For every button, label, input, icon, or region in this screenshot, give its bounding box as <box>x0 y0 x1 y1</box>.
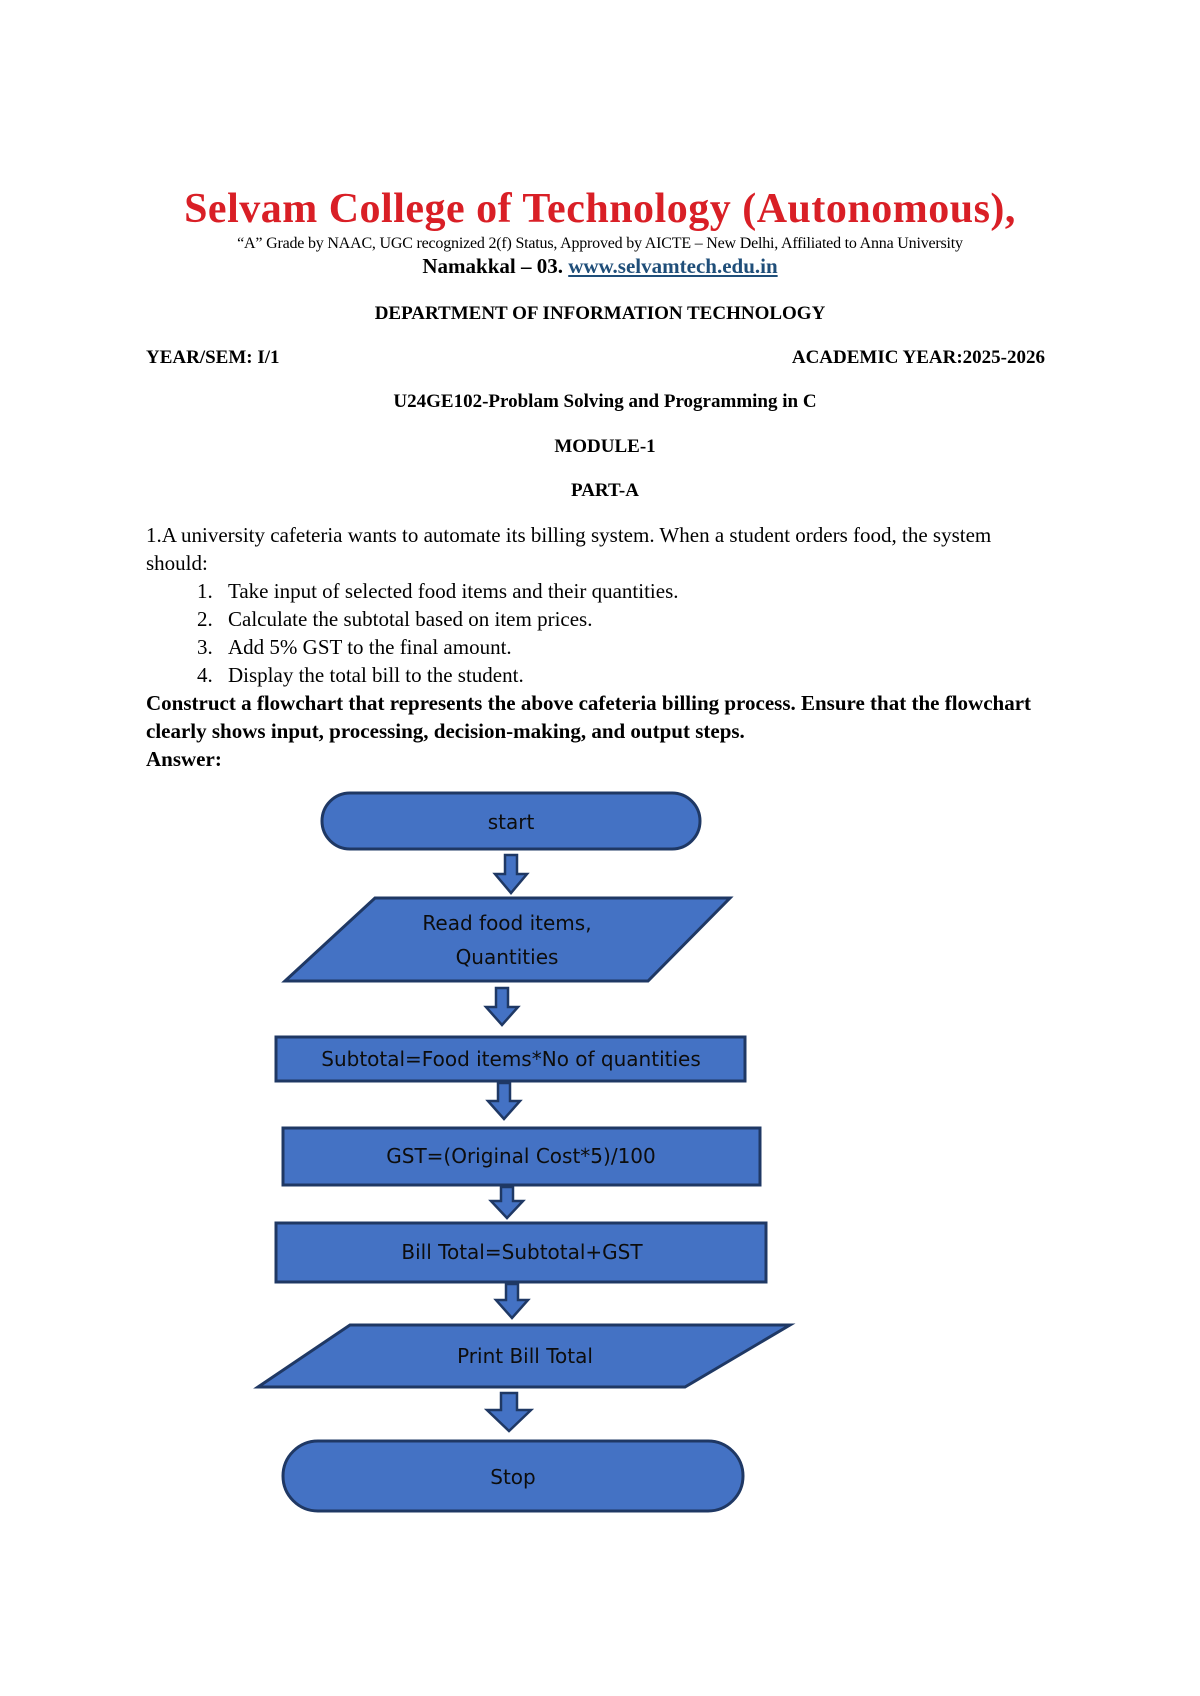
start-label: start <box>487 810 535 834</box>
down-arrow-icon <box>496 1284 528 1318</box>
down-arrow-icon <box>491 1187 523 1218</box>
part-heading: PART-A <box>571 480 639 501</box>
college-accreditation: “A” Grade by NAAC, UGC recognized 2(f) Status, Approved by AICTE – New Delhi, Affiliated to Anna University <box>237 235 963 252</box>
bill-total-label: Bill Total=Subtotal+GST <box>401 1240 643 1264</box>
academic-year: ACADEMIC YEAR:2025-2026 <box>791 347 1045 368</box>
college-website-link[interactable]: www.selvamtech.edu.in <box>568 254 778 278</box>
question-instruction: Construct a flowchart that represents the above cafeteria billing process. Ensure that the flowchart clearly shows input, processing, decision-making, and output steps. <box>146 691 1032 743</box>
course-title: U24GE102-Problam Solving and Programming in C <box>393 391 817 412</box>
module-heading: MODULE-1 <box>554 436 656 457</box>
down-arrow-icon <box>495 855 527 893</box>
print-label: Print Bill Total <box>457 1344 593 1368</box>
question-step: 2. Calculate the subtotal based on item prices. <box>218 605 1056 633</box>
year-sem: YEAR/SEM: I/1 <box>146 347 280 368</box>
answer-label: Answer: <box>146 747 222 771</box>
question-step: 4. Display the total bill to the student. <box>218 661 1056 689</box>
subtotal-label: Subtotal=Food items*No of quantities <box>321 1047 701 1071</box>
question-intro: 1.A university cafeteria wants to automate its billing system. When a student orders food, the system should: <box>146 523 992 575</box>
input-label-line2: Quantities <box>455 945 559 969</box>
question-step: 1. Take input of selected food items and their quantities. <box>218 577 1056 605</box>
gst-label: GST=(Original Cost*5)/100 <box>386 1144 656 1168</box>
input-label-line1: Read food items, <box>422 911 592 935</box>
down-arrow-icon <box>488 1083 520 1119</box>
down-arrow-icon <box>487 1393 531 1431</box>
department-heading: DEPARTMENT OF INFORMATION TECHNOLOGY <box>374 303 826 324</box>
down-arrow-icon <box>486 988 518 1025</box>
stop-label: Stop <box>490 1465 536 1489</box>
college-place: Namakkal – 03. <box>422 254 563 278</box>
question-step: 3. Add 5% GST to the final amount. <box>218 633 1056 661</box>
college-name: Selvam College of Technology (Autonomous), <box>184 186 1016 232</box>
